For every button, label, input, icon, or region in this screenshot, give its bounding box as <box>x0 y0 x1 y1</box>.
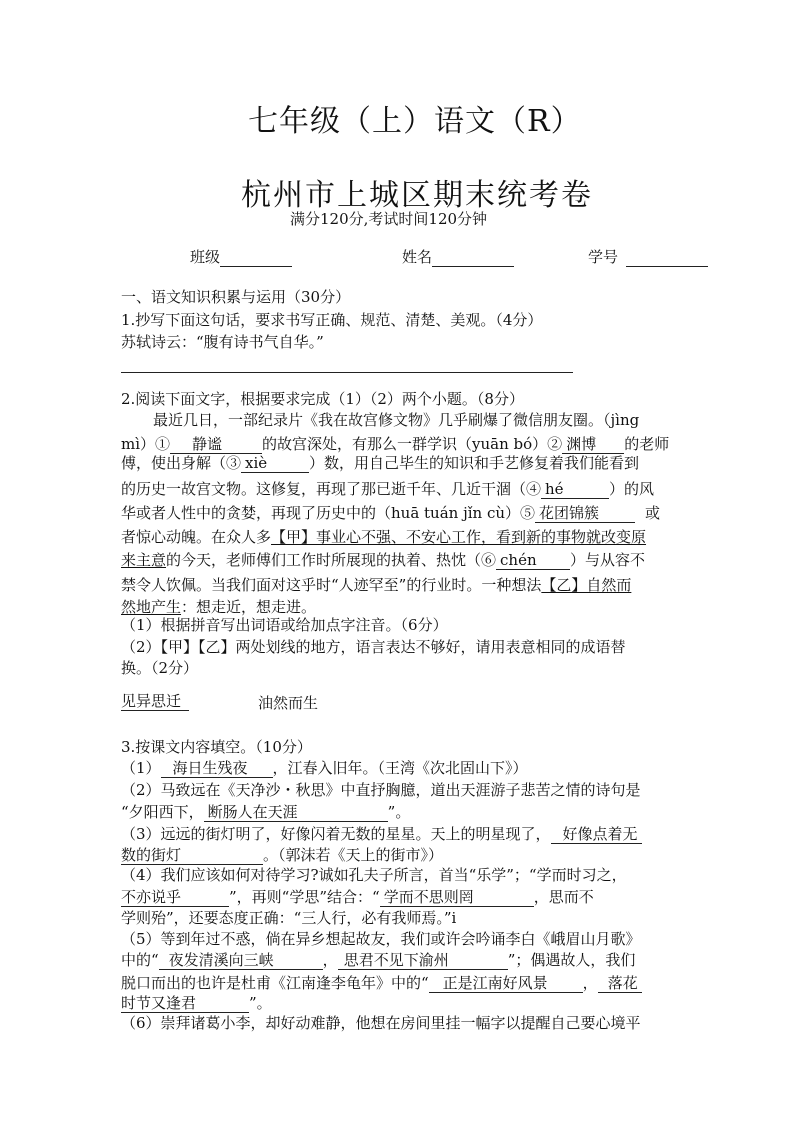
q2-line4: 的历史一故宫文物。这修复，再现了那已逝千年、几近干涸（④ hé ）的风 <box>121 480 655 498</box>
name-label: 姓名 <box>402 248 433 266</box>
q2-answer-yi[interactable]: 油然而生 <box>258 694 319 712</box>
q3-answer-4b[interactable]: 学而不思则罔 <box>380 888 534 907</box>
q2-line5: 华或者人性中的贪婪，再现了历史中的（huā tuán jǐn cù）⑤ 花团锦簇 或 <box>121 504 661 522</box>
jia-underlined-end: 来主意 <box>121 551 167 569</box>
q3-answer-1[interactable]: 海日生残夜 <box>161 759 273 778</box>
q1-quote: 苏轼诗云：“腹有诗书气自华。” <box>121 333 324 351</box>
exam-subtitle: 杭州市上城区期末统考卷 <box>241 178 593 213</box>
q3-p4-line3: 学则殆”，还要态度正确：“三人行，必有我师焉。”i <box>121 909 457 927</box>
q2-stem: 2.阅读下面文字，根据要求完成（1）（2）两个小题。（8分） <box>121 390 524 408</box>
q3-answer-3b[interactable]: 数的街灯 <box>121 846 263 865</box>
q2-sub2b: 换。（2分） <box>121 659 199 677</box>
q3-answer-3a[interactable]: 好像点着无 <box>551 825 642 844</box>
q3-p4-line1: （4）我们应该如何对待学习?诚如孔夫子所言，首当“乐学”；“学而时习之， <box>121 866 627 884</box>
q3-answer-5a[interactable]: 夜发清溪向三峡 <box>159 951 323 970</box>
name-field <box>402 246 514 267</box>
exam-info: 满分120分,考试时间120分钟 <box>290 210 488 228</box>
id-blank[interactable] <box>626 250 708 267</box>
q3-p5-line3: 脱口而出的也许是杜甫《江南逢李龟年》中的“ 正是江南好风景 ， 落花 <box>121 972 642 993</box>
q3-answer-5d[interactable]: 落花 <box>598 974 642 993</box>
q2-sub2a: （2）【甲】【乙】两处划线的地方，语言表达不够好，请用表意相同的成语替 <box>121 638 626 656</box>
q2-answer-jia[interactable]: 见异思迁 <box>121 692 189 711</box>
answer-3[interactable]: xiè <box>241 454 309 473</box>
q2-line1: 最近几日，一部纪录片《我在故宫修文物》几乎刷爆了微信朋友圈。（jìng <box>153 411 640 429</box>
q3-p4-line2: 不亦说乎 ”，再则“学思”结合：“ 学而不思则罔 ，思而不 <box>121 888 594 906</box>
jia-underlined-phrase: 【甲】事业心不强、不安心工作，看到新的事物就改变原 <box>271 528 647 546</box>
q2-line3: 傅，使出身解（③ xiè ）数，用自己毕生的知识和手艺修复着我们能看到 <box>121 454 640 472</box>
q3-answer-5b[interactable]: 思君不见下渝州 <box>338 951 508 970</box>
answer-2[interactable]: 渊博 <box>562 435 624 454</box>
q3-p1: （1） 海日生残夜 ，江春入旧年。（王湾《次北固山下》） <box>121 759 528 777</box>
name-blank[interactable] <box>432 250 514 267</box>
copy-line[interactable] <box>121 372 573 373</box>
q3-p5-line1: （5）等到年过不惑，倘在异乡想起故友，我们或许会吟诵李白《峨眉山月歌》 <box>121 930 641 948</box>
q3-answer-5c[interactable]: 正是江南好风景 <box>429 974 583 993</box>
q3-answer-5e[interactable]: 时节又逢君 <box>121 994 249 1013</box>
class-label: 班级 <box>190 248 221 266</box>
q2-line8: 禁令人饮佩。当我们面对这乎时“人迹罕至”的行业时。一种想法【乙】自然而 <box>121 576 632 594</box>
answer-6[interactable]: chén <box>496 551 570 570</box>
q1-stem: 1.抄写下面这句话，要求书写正确、规范、清楚、美观。（4分） <box>121 311 543 329</box>
class-field <box>190 246 292 267</box>
q3-answer-4a[interactable]: 不亦说乎 <box>121 888 229 907</box>
q3-p3-line2: 数的街灯 。（郭沫若《天上的街市》） <box>121 846 444 864</box>
q3-p2-line1: （2）马致远在《天净沙・秋思》中直抒胸臆，道出天涯游子悲苦之情的诗句是 <box>121 781 641 799</box>
id-field <box>588 246 708 267</box>
answer-1[interactable]: 静谧 <box>170 435 262 454</box>
q3-answer-2[interactable]: 断肠人在天涯 <box>204 803 388 822</box>
q3-p2-line2: “夕阳西下， 断肠人在天涯 ”。 <box>121 803 411 821</box>
id-label: 学号 <box>588 248 619 266</box>
q2-line6: 者惊心动魄。在众人多【甲】事业心不强、不安心工作，看到新的事物就改变原 <box>121 528 647 546</box>
q3-p5-line2: 中的“ 夜发清溪向三峡 ， 思君不见下渝州 ”；偶遇故人，我们 <box>121 951 636 969</box>
q2-line2: mì）① 静谧 的故宫深处，有那么一群学识（yuān bó）② 渊博 的老师 <box>121 435 670 453</box>
q3-p3-line1: （3）远远的街灯明了，好像闪着无数的星星。天上的明星现了， 好像点着无 <box>121 823 642 844</box>
answer-5[interactable]: 花团锦簇 <box>535 504 635 523</box>
q2-sub1: （1）根据拼音写出词语或给加点字注音。（6分） <box>121 616 448 634</box>
q3-p6: （6）崇拜诸葛小李，却好动难静，他想在房间里挂一幅字以提醒自己要心境平 <box>121 1014 641 1032</box>
q2-line7: 来主意的今天，老师傅们工作时所展现的执着、热忱（⑥ chén ）与从容不 <box>121 551 646 569</box>
exam-title: 七年级（上）语文（R） <box>248 104 582 139</box>
q3-p5-line4: 时节又逢君 ”。 <box>121 994 272 1012</box>
q2-line9: 然地产生：想走近，想走进。 <box>121 598 317 616</box>
class-blank[interactable] <box>220 250 292 267</box>
section-heading: 一、语文知识积累与运用（30分） <box>121 288 351 306</box>
q3-stem: 3.按课文内容填空。（10分） <box>121 738 312 756</box>
yi-underlined-end: 然地产生 <box>121 598 182 616</box>
answer-4[interactable]: hé <box>541 480 609 499</box>
yi-underlined-phrase: 【乙】自然而 <box>541 576 632 594</box>
